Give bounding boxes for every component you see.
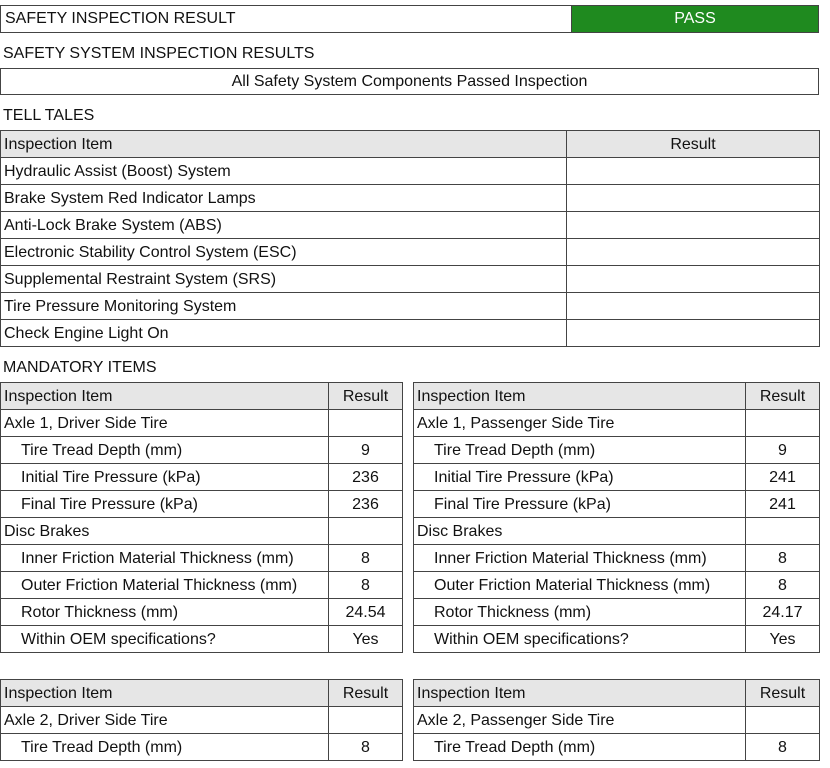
brakes-group-title: Disc Brakes (414, 518, 746, 545)
group-row (414, 518, 820, 545)
table-row (1, 266, 820, 293)
inspection-result: 241 (746, 491, 820, 518)
inspection-item: Initial Tire Pressure (kPa) (414, 464, 746, 491)
inspection-result: 24.54 (329, 599, 403, 626)
inspection-item: Tire Tread Depth (mm) (414, 437, 746, 464)
table-row (414, 464, 820, 491)
axle-1-driver-table (0, 382, 403, 653)
inspection-item: Tire Tread Depth (mm) (414, 734, 746, 761)
group-row (414, 707, 820, 734)
inspection-result: 8 (746, 734, 820, 761)
inspection-item: Electronic Stability Control System (ESC) (1, 239, 567, 266)
table-header-row (414, 383, 820, 410)
inspection-result: 241 (746, 464, 820, 491)
group-row (414, 410, 820, 437)
pass-status-badge: PASS (572, 6, 818, 32)
table-row (1, 437, 403, 464)
table-row (1, 158, 820, 185)
inspection-result (567, 158, 820, 185)
inspection-result: 9 (746, 437, 820, 464)
inspection-result: 9 (329, 437, 403, 464)
inspection-item: Supplemental Restraint System (SRS) (1, 266, 567, 293)
tire-group-title: Axle 1, Driver Side Tire (1, 410, 329, 437)
table-header-row (1, 383, 403, 410)
table-row (1, 491, 403, 518)
table-row (1, 320, 820, 347)
group-row (1, 410, 403, 437)
inspection-result: 8 (746, 545, 820, 572)
inspection-item: Anti-Lock Brake System (ABS) (1, 212, 567, 239)
table-header-row (1, 680, 403, 707)
table-row (414, 572, 820, 599)
column-header-item: Inspection Item (1, 680, 329, 707)
inspection-result: 8 (746, 572, 820, 599)
table-row (1, 599, 403, 626)
table-row (414, 599, 820, 626)
inspection-item: Inner Friction Material Thickness (mm) (414, 545, 746, 572)
table-header-row (1, 131, 820, 158)
table-row (414, 734, 820, 761)
inspection-result: Yes (746, 626, 820, 653)
inspection-item: Final Tire Pressure (kPa) (414, 491, 746, 518)
safety-inspection-result-label: SAFETY INSPECTION RESULT (1, 6, 572, 32)
axle-2-driver-table (0, 679, 403, 761)
inspection-result (567, 266, 820, 293)
table-row (414, 437, 820, 464)
inspection-item: Rotor Thickness (mm) (414, 599, 746, 626)
inspection-result (567, 212, 820, 239)
inspection-item: Hydraulic Assist (Boost) System (1, 158, 567, 185)
tire-group-title: Axle 1, Passenger Side Tire (414, 410, 746, 437)
tell-tales-table (0, 130, 820, 347)
inspection-result: 8 (329, 734, 403, 761)
table-header-row (414, 680, 820, 707)
axle-2-passenger-table (413, 679, 820, 761)
inspection-result (567, 185, 820, 212)
system-results-title: SAFETY SYSTEM INSPECTION RESULTS (3, 45, 315, 62)
column-header-item: Inspection Item (414, 383, 746, 410)
inspection-result (567, 320, 820, 347)
safety-inspection-result-bar (0, 5, 819, 33)
inspection-item: Initial Tire Pressure (kPa) (1, 464, 329, 491)
tire-group-title: Axle 2, Passenger Side Tire (414, 707, 746, 734)
column-header-item: Inspection Item (1, 383, 329, 410)
inspection-result (567, 239, 820, 266)
table-row (1, 185, 820, 212)
table-row (1, 626, 403, 653)
table-row (1, 464, 403, 491)
axle-1-passenger-table (413, 382, 820, 653)
group-row (1, 707, 403, 734)
inspection-result: 236 (329, 464, 403, 491)
table-row (1, 293, 820, 320)
column-header-result: Result (329, 383, 403, 410)
inspection-result (567, 293, 820, 320)
group-row (1, 518, 403, 545)
brakes-group-title: Disc Brakes (1, 518, 329, 545)
mandatory-items-title: MANDATORY ITEMS (3, 359, 157, 376)
inspection-result: 236 (329, 491, 403, 518)
inspection-item: Check Engine Light On (1, 320, 567, 347)
tire-group-title: Axle 2, Driver Side Tire (1, 707, 329, 734)
table-row (1, 212, 820, 239)
inspection-result: 24.17 (746, 599, 820, 626)
inspection-result: 8 (329, 572, 403, 599)
table-row (1, 572, 403, 599)
table-row (1, 239, 820, 266)
inspection-item: Within OEM specifications? (414, 626, 746, 653)
tell-tales-title: TELL TALES (3, 107, 95, 124)
column-header-item: Inspection Item (414, 680, 746, 707)
table-row (1, 734, 403, 761)
inspection-item: Rotor Thickness (mm) (1, 599, 329, 626)
inspection-item: Tire Tread Depth (mm) (1, 437, 329, 464)
inspection-item: Within OEM specifications? (1, 626, 329, 653)
inspection-item: Outer Friction Material Thickness (mm) (414, 572, 746, 599)
inspection-result: 8 (329, 545, 403, 572)
column-header-result: Result (746, 383, 820, 410)
system-results-banner: All Safety System Components Passed Inspection (0, 68, 819, 95)
column-header-result: Result (329, 680, 403, 707)
column-header-result: Result (746, 680, 820, 707)
table-row (414, 491, 820, 518)
column-header-result: Result (567, 131, 820, 158)
inspection-item: Outer Friction Material Thickness (mm) (1, 572, 329, 599)
inspection-result: Yes (329, 626, 403, 653)
column-header-item: Inspection Item (1, 131, 567, 158)
inspection-item: Final Tire Pressure (kPa) (1, 491, 329, 518)
inspection-item: Tire Pressure Monitoring System (1, 293, 567, 320)
table-row (414, 626, 820, 653)
inspection-item: Inner Friction Material Thickness (mm) (1, 545, 329, 572)
table-row (414, 545, 820, 572)
inspection-item: Brake System Red Indicator Lamps (1, 185, 567, 212)
table-row (1, 545, 403, 572)
inspection-item: Tire Tread Depth (mm) (1, 734, 329, 761)
